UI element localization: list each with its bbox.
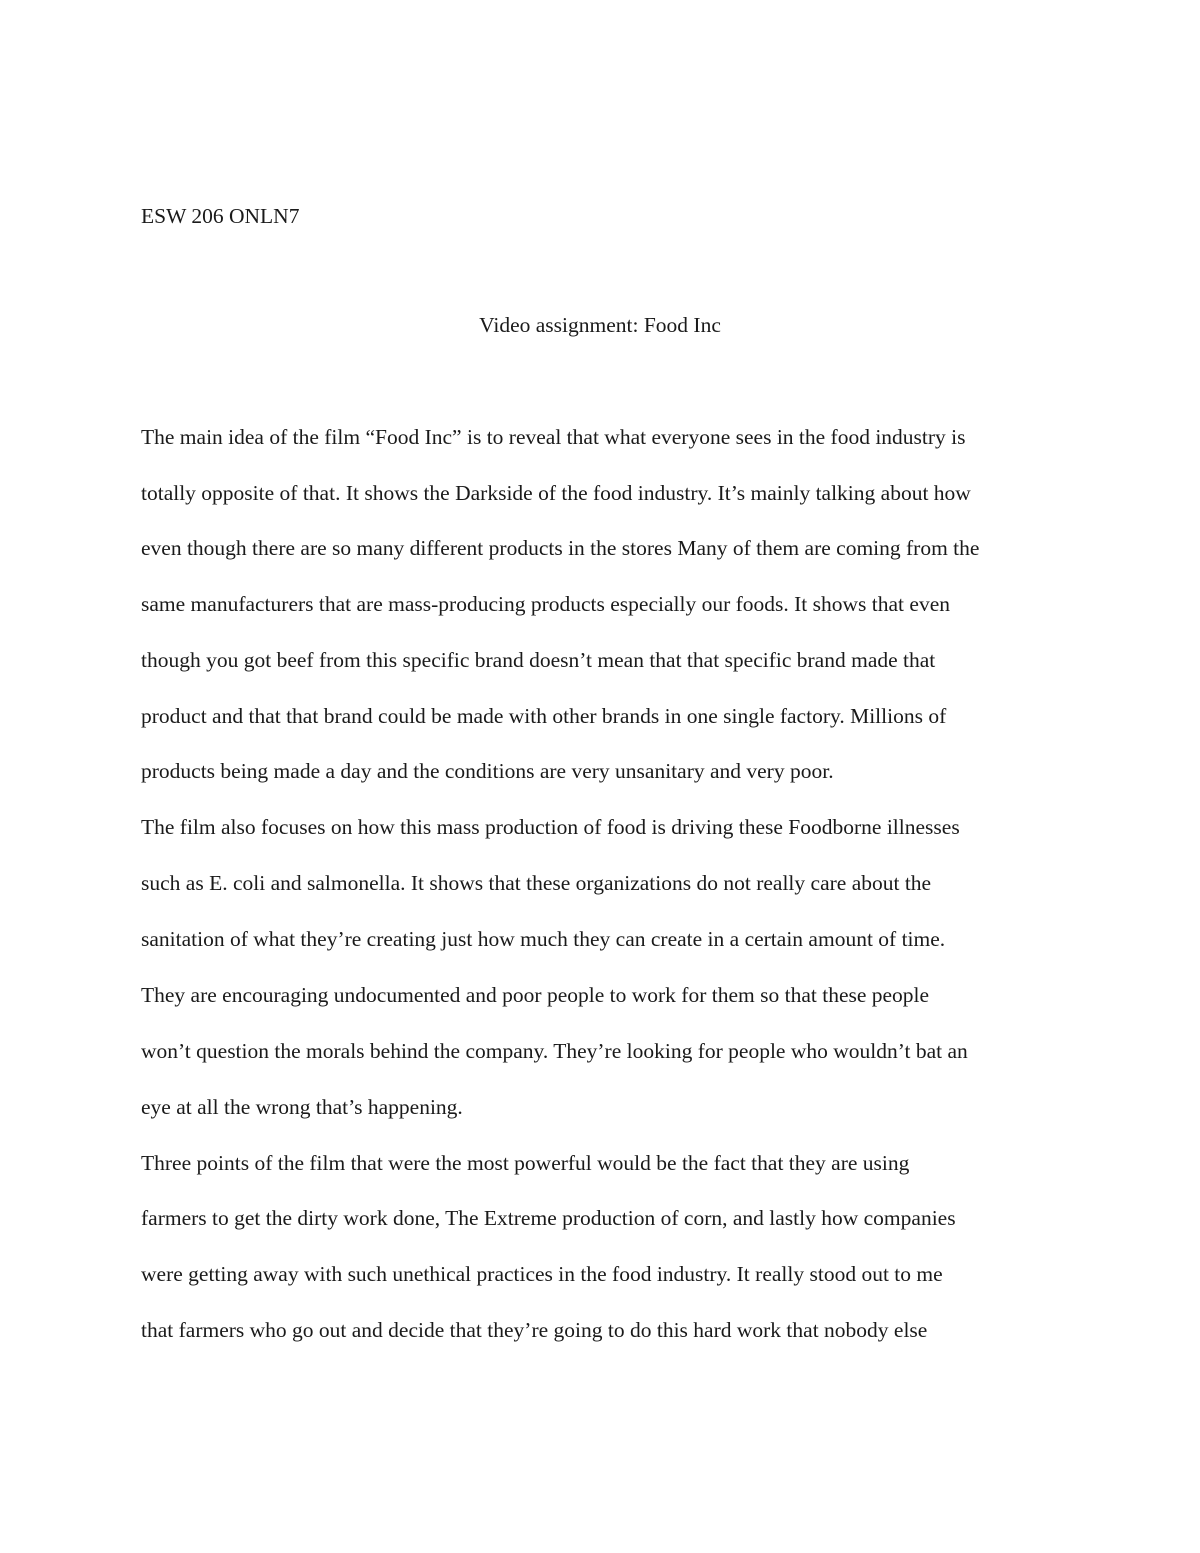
body-line: same manufacturers that are mass-producing products especially our foods. It shows that even: [141, 592, 950, 616]
body-line: The main idea of the film “Food Inc” is to reveal that what everyone sees in the food industry is: [141, 425, 966, 449]
body-line: such as E. coli and salmonella. It shows that these organizations do not really care about the: [141, 871, 932, 895]
document-title: Video assignment: Food Inc: [479, 313, 721, 337]
body-line: totally opposite of that. It shows the Darkside of the food industry. It’s mainly talking about how: [141, 481, 971, 505]
body-line: were getting away with such unethical practices in the food industry. It really stood out to me: [141, 1262, 943, 1286]
body-line: They are encouraging undocumented and poor people to work for them so that these people: [141, 983, 930, 1007]
course-header: ESW 206 ONLN7: [141, 204, 300, 228]
body-line: sanitation of what they’re creating just how much they can create in a certain amount of time.: [141, 927, 946, 951]
body-line: eye at all the wrong that’s happening.: [141, 1095, 463, 1119]
body-line: products being made a day and the conditions are very unsanitary and very poor.: [141, 759, 834, 783]
body-line: Three points of the film that were the most powerful would be the fact that they are using: [141, 1151, 910, 1175]
body-line: that farmers who go out and decide that they’re going to do this hard work that nobody else: [141, 1318, 928, 1342]
body-line: farmers to get the dirty work done, The Extreme production of corn, and lastly how companies: [141, 1206, 956, 1230]
body-line: though you got beef from this specific brand doesn’t mean that that specific brand made that: [141, 648, 936, 672]
body-line: won’t question the morals behind the company. They’re looking for people who wouldn’t bat an: [141, 1039, 968, 1063]
body-line: even though there are so many different products in the stores Many of them are coming from the: [141, 536, 980, 560]
body-line: The film also focuses on how this mass production of food is driving these Foodborne illnesses: [141, 815, 960, 839]
body-line: product and that that brand could be made with other brands in one single factory. Millions of: [141, 704, 947, 728]
